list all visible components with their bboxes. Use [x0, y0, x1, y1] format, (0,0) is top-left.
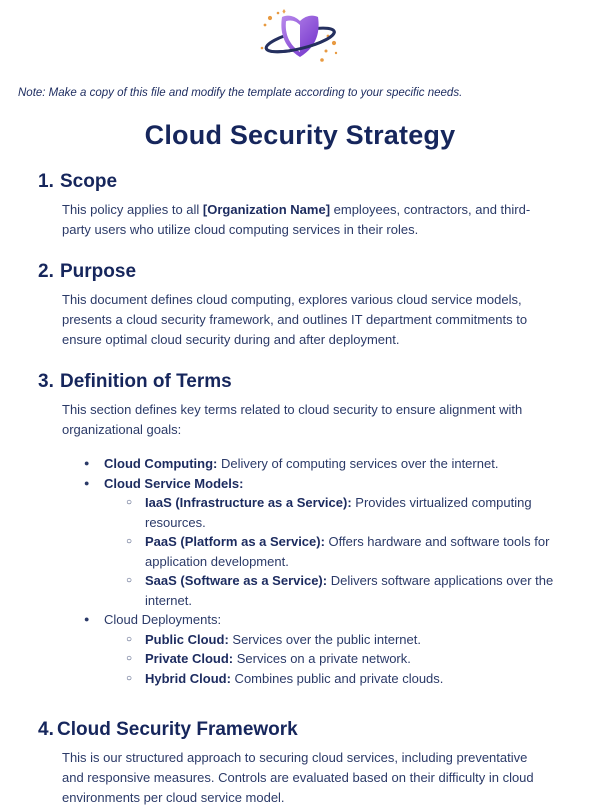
- section-number: 3.: [38, 371, 54, 392]
- list-item-text: Private Cloud: Services on a private network.: [145, 651, 411, 666]
- section-heading-row: [38, 718, 600, 742]
- section-purpose: [0, 260, 600, 350]
- logo-container: [0, 0, 600, 70]
- document-title: Cloud Security Strategy: [144, 120, 456, 150]
- list-item-text: Cloud Service Models:: [104, 475, 244, 491]
- bullet-marker: ○: [126, 672, 133, 684]
- section-heading-row: [38, 260, 600, 284]
- section-heading-row: [38, 370, 600, 394]
- bullet-marker: ○: [126, 633, 133, 645]
- template-note: Note: Make a copy of this file and modify the template according to your specific needs.: [18, 87, 463, 99]
- list-item: [126, 571, 600, 610]
- list-item: [84, 610, 600, 630]
- section-title: Definition of Terms: [60, 371, 232, 392]
- section-paragraph: This is our structured approach to securing cloud services, including preventative and responsive measures. Controls are evaluated based on their difficulty in cloud environments per cloud service model.: [62, 750, 534, 805]
- list-item: [126, 493, 600, 532]
- bullet-marker: ○: [126, 497, 133, 508]
- bullet-marker: ●: [84, 458, 90, 468]
- list-item: [84, 474, 600, 494]
- section-number: 4.: [38, 719, 54, 740]
- list-item-text: IaaS (Infrastructure as a Service): Provides virtualized computing resources.: [145, 495, 532, 530]
- list-item-text: Cloud Deployments:: [104, 612, 222, 627]
- list-item-text: SaaS (Software as a Service): Delivers software applications over the internet.: [145, 573, 554, 608]
- bullet-marker: ○: [126, 575, 133, 586]
- section-paragraph: This policy applies to all [Organization Name] employees, contractors, and third-party users who utilize cloud computing services in their roles.: [62, 202, 531, 237]
- list-item-text: Public Cloud: Services over the public internet.: [145, 631, 421, 647]
- definitions-list: [0, 454, 600, 688]
- bullet-marker: ●: [84, 614, 90, 624]
- list-item: [126, 630, 600, 650]
- section-cloud-security-framework: [0, 718, 600, 806]
- section-number: 2.: [38, 261, 54, 282]
- list-item: [126, 669, 600, 689]
- section-heading-row: [38, 170, 600, 194]
- section-title: Cloud Security Framework: [57, 719, 298, 740]
- section-paragraph: This document defines cloud computing, explores various cloud service models, presents a cloud security framework, and outlines IT department commitments to ensure optimal cloud security during and after deployment.: [62, 292, 528, 347]
- bullet-marker: ●: [84, 477, 90, 488]
- list-item-text: Hybrid Cloud: Combines public and private clouds.: [145, 670, 444, 686]
- section-title: Scope: [60, 171, 118, 192]
- bullet-marker: ○: [126, 536, 133, 547]
- section-paragraph: This section defines key terms related to cloud security to ensure alignment with organizational goals:: [62, 402, 523, 437]
- list-item: [126, 532, 600, 571]
- section-title: Purpose: [60, 261, 137, 282]
- list-item-text: PaaS (Platform as a Service): Offers hardware and software tools for application development.: [145, 534, 550, 569]
- section-definition-of-terms: [0, 370, 600, 688]
- bullet-marker: ○: [126, 653, 133, 664]
- shield-orbit-logo: [240, 6, 360, 70]
- list-item-text: Cloud Computing: Delivery of computing services over the internet.: [104, 456, 499, 471]
- section-scope: [0, 170, 600, 240]
- list-item: [126, 649, 600, 669]
- list-item: [84, 454, 600, 474]
- section-number: 1.: [38, 171, 54, 192]
